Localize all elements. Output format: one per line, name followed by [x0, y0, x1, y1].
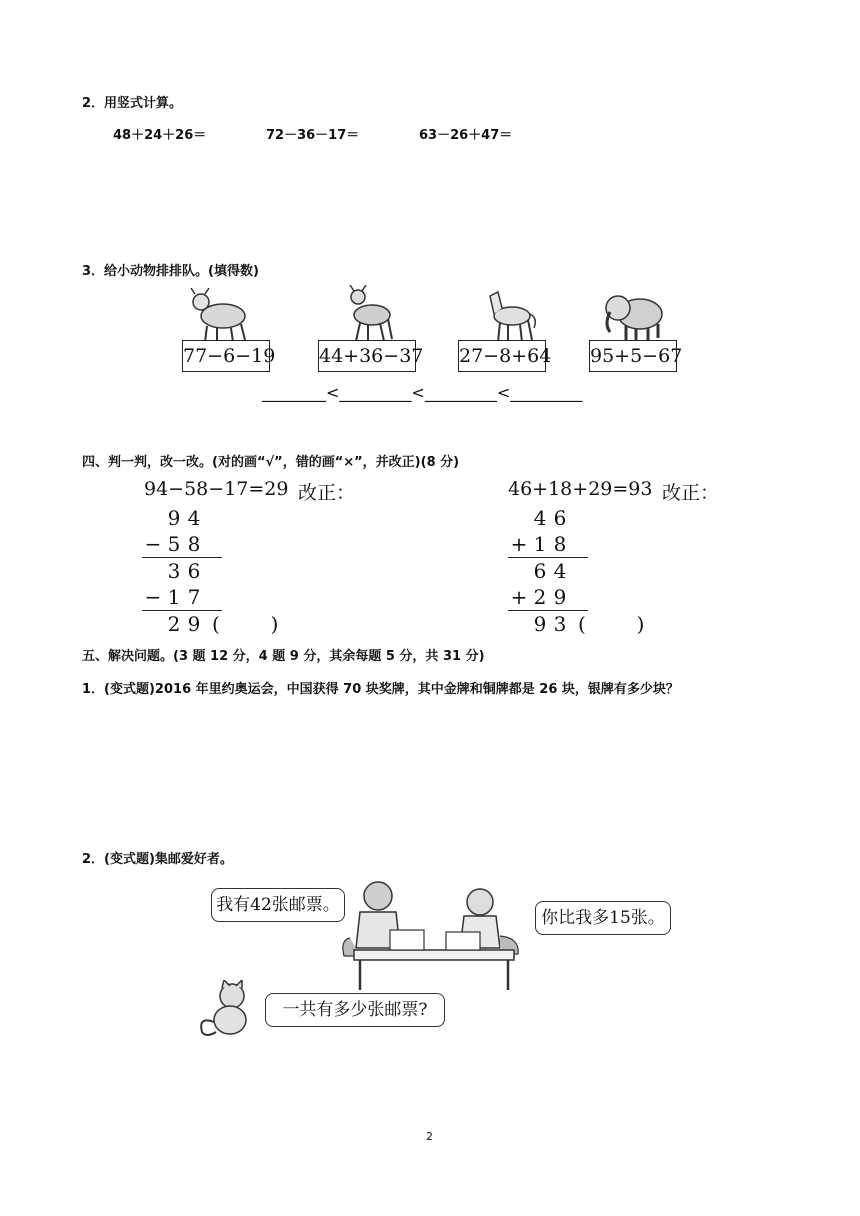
animal-expr-box-1: 77−6−19	[182, 340, 270, 372]
left-equation: 94−58−17=29	[144, 478, 289, 500]
calc-row: 6 4	[533, 559, 567, 583]
animal-expr-box-3: 27−8+64	[458, 340, 546, 372]
animal-expr-box-2: 44+36−37	[318, 340, 416, 372]
cat-icon	[196, 980, 260, 1038]
section5-q2-title: 2．(变式题)集邮爱好者。	[82, 852, 233, 867]
goat-icon	[185, 288, 255, 344]
right-vertical-calc	[508, 505, 644, 637]
right-fix-label: 改正：	[662, 482, 720, 504]
q2-expr-1: 48＋24＋26＝	[113, 128, 207, 143]
page-number: 2	[426, 1130, 433, 1143]
right-judge-paren[interactable]: ( )	[578, 612, 645, 636]
right-equation: 46+18+29=93	[508, 478, 653, 500]
q2-expr-2: 72－36－17＝	[266, 128, 360, 143]
deer-icon	[340, 285, 400, 343]
calc-row: − 1 7	[144, 585, 201, 609]
section5-title: 五、解决问题。(3 题 12 分，4 题 9 分，其余每题 5 分，共 31 分)	[82, 649, 485, 664]
boy-speech-bubble: 你比我多15张。	[535, 901, 671, 935]
animal-expr-box-4: 95+5−67	[589, 340, 677, 372]
section4-title: 四、判一判，改一改。(对的画“√”，错的画“×”，并改正)(8 分)	[82, 455, 460, 470]
calc-row: 9 4	[167, 506, 201, 530]
left-fix-label: 改正：	[298, 482, 356, 504]
calc-row: 4 6	[533, 506, 567, 530]
calc-row: + 1 8	[510, 532, 567, 556]
q2-title: 2．用竖式计算。	[82, 96, 183, 111]
calc-row: + 2 9	[510, 585, 567, 609]
calc-row: 9 3 ( )	[533, 612, 645, 636]
q2-expr-3: 63－26＋47＝	[419, 128, 513, 143]
cat-speech-bubble: 一共有多少张邮票?	[265, 993, 445, 1027]
section5-q1: 1．(变式题)2016 年里约奥运会，中国获得 70 块奖牌，其中金牌和铜牌都是 26 块，银牌有多少块？	[82, 682, 679, 697]
children-table-illustration	[330, 878, 530, 998]
elephant-icon	[602, 290, 666, 342]
q3-title: 3．给小动物排排队。(填得数)	[82, 264, 259, 279]
calc-row: 3 6	[167, 559, 201, 583]
left-vertical-calc	[142, 505, 278, 637]
ordering-blanks[interactable]: ________<_________<_________<_________	[262, 383, 583, 402]
left-judge-paren[interactable]: ( )	[212, 612, 279, 636]
calc-row: − 5 8	[144, 532, 201, 556]
girl-speech-bubble: 我有42张邮票。	[211, 888, 345, 922]
calc-row: 2 9 ( )	[167, 612, 279, 636]
horse-icon	[480, 288, 538, 344]
